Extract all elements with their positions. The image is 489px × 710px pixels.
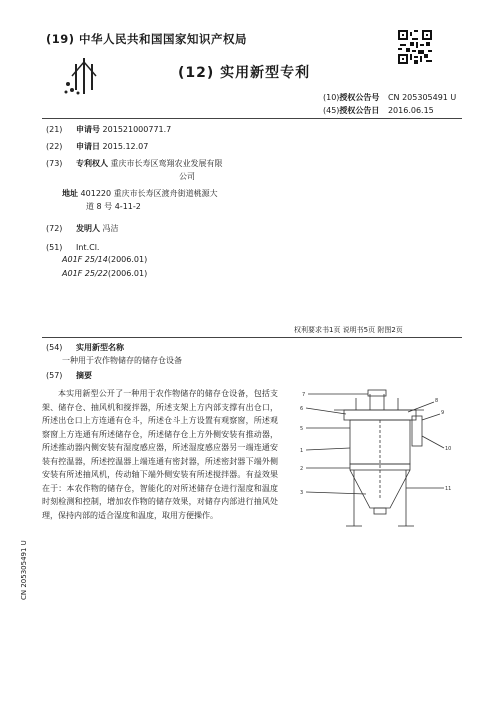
publication-number: (10)授权公告号 CN 205305491 U — [323, 93, 457, 102]
drawing-label: 8 — [435, 398, 439, 404]
side-publication-number: CN 205305491 U — [20, 540, 28, 600]
middle-rule — [42, 337, 462, 338]
office-header — [46, 31, 247, 47]
patent-owner: (73) 专利权人 重庆市长寿区鸾翔农业发展有限 公司 — [46, 159, 223, 181]
owner-address: 地址 401220 重庆市长寿区渡舟街道桃源大 道 8 号 4-11-2 — [62, 189, 218, 211]
drawing-label: 10 — [445, 446, 452, 452]
drawing-label: 9 — [441, 410, 445, 416]
utility-title: 一种用于农作物储存的储存仓设备 — [62, 356, 182, 365]
drawing-label: 2 — [300, 466, 304, 472]
drawing-label: 5 — [300, 426, 304, 432]
abstract-text: 本实用新型公开了一种用于农作物储存的储存仓设备，包括支架、储存仓、抽风机和搅拌器，所述支架上方内部支撑有出仓口，所述出仓口上方连通有仓斗，所述仓斗上方设置有观察窗，所述观察窗上方连通有所述储存仓，所述储存仓上方外侧安装有推动器，所述推动器内侧安装有湿度感应器，所述湿度感应器另一端连通安装有控温器，所述控温器上端连通有密封器，所述密封器下端外侧安装有所述抽风机，传动轴下端外侧安装有所述搅拌器。有益效果在于：本农作物的储存仓，智能化的对所述储存仓进行湿度和温度时刻检测和控制，增加农作物的储存效果，对储存内部进行抽风处理，保持内部的适合湿度和温度，取用方便操作。 — [42, 389, 278, 520]
drawing-label: 6 — [300, 406, 304, 412]
type-code: (12) — [178, 65, 215, 81]
qr-code-icon — [398, 30, 432, 64]
device-drawing — [284, 388, 460, 528]
drawing-label: 1 — [300, 448, 304, 454]
abstract-heading: (57) 摘要 — [46, 371, 92, 380]
top-frame-shape — [344, 410, 416, 420]
ipc-class-2: A01F 25/22(2006.01) — [62, 269, 148, 278]
drawing-label: 11 — [445, 486, 452, 492]
header-rule — [42, 118, 462, 119]
drawing-label: 7 — [302, 392, 306, 398]
page-summary: 权利要求书1页 说明书5页 附图2页 — [294, 326, 403, 334]
application-number: (21) 申请号 201521000771.7 — [46, 125, 172, 134]
office-name: 中华人民共和国国家知识产权局 — [79, 32, 248, 46]
ipc-class-1: A01F 25/14(2006.01) — [62, 255, 148, 264]
publication-date: (45)授权公告日 2016.06.15 — [323, 106, 434, 115]
abstract-body — [42, 387, 278, 522]
ipc-heading: (51) Int.Cl. — [46, 243, 100, 252]
office-emblem-icon — [62, 56, 106, 96]
office-code: (19) — [46, 32, 75, 46]
patent-type-header — [178, 62, 310, 82]
inventor: (72) 发明人 冯洁 — [46, 224, 119, 233]
type-name: 实用新型专利 — [220, 65, 311, 81]
utility-title-heading: (54) 实用新型名称 — [46, 343, 124, 352]
filing-date: (22) 申请日 2015.12.07 — [46, 142, 149, 151]
drawing-label: 3 — [300, 490, 304, 496]
